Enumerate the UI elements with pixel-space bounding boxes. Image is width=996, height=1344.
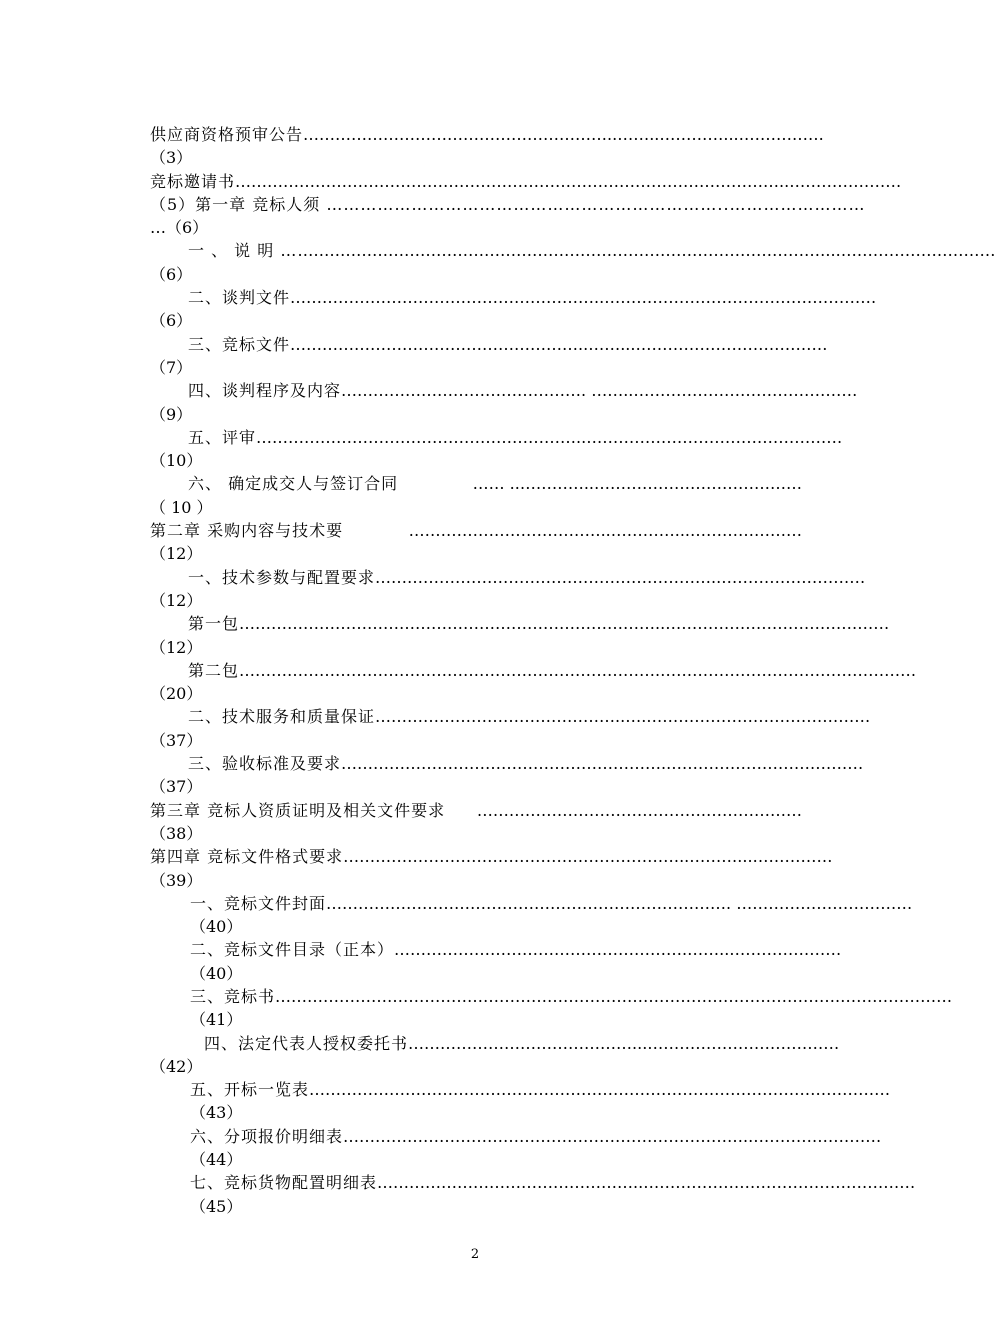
toc-page-number: （7） — [150, 357, 193, 377]
toc-page-number: （44） — [190, 1150, 243, 1170]
toc-page-ref — [150, 263, 802, 286]
toc-entry-label: 第二包 — [188, 660, 240, 680]
toc-leader-dots: ………………………………………………………..………...…………… — [343, 847, 833, 867]
toc-entry — [150, 1125, 882, 1148]
toc-entry-label: 三、验收标准及要求 — [188, 754, 342, 774]
toc-entry-label: 第三章 竞标人资质证明及相关文件要求 — [150, 800, 446, 820]
toc-entry — [150, 799, 802, 822]
toc-leader-dots: ………………………………………..….…………………………………… — [375, 707, 871, 727]
toc-entry — [150, 123, 824, 146]
toc-leader-dots: …………………………………………………………………….………………………………………… — [239, 660, 917, 680]
toc-entry-label: 六、分项报价明细表 — [190, 1126, 344, 1146]
toc-page-ref — [150, 822, 802, 845]
toc-entry — [150, 892, 913, 915]
toc-entry — [150, 985, 953, 1008]
toc-page-number: …（6） — [150, 218, 209, 238]
toc-leader-dots: ……………………………………………………..……………………………… — [341, 754, 864, 774]
toc-page-number: （12） — [150, 637, 203, 657]
toc-page-ref — [150, 1008, 802, 1031]
toc-entry — [150, 1078, 891, 1101]
toc-page-ref — [150, 915, 802, 938]
toc-entry — [150, 170, 902, 193]
page-number: 2 — [470, 1247, 480, 1262]
toc-entry-label: 第二章 采购内容与技术要 — [150, 521, 344, 541]
toc-page-ref — [150, 729, 802, 752]
toc-entry-label: 六、 确定成交人与签订合同 — [188, 474, 399, 494]
toc-entry-label: 四、法定代表人授权委托书 — [204, 1033, 409, 1053]
toc-leader-dots: ………………………………………………………………….…………………………… — [309, 1080, 891, 1100]
toc-page-ref — [150, 962, 802, 985]
toc-entry — [150, 705, 871, 728]
toc-entry — [150, 845, 833, 868]
toc-entry-label: 二、技术服务和质量保证 — [188, 707, 376, 727]
toc-page-ref — [150, 636, 802, 659]
toc-entry — [150, 379, 858, 402]
toc-page-ref — [150, 356, 802, 379]
toc-page-number: （3） — [150, 148, 193, 168]
toc-page-number: （40） — [190, 917, 243, 937]
toc-entry — [150, 752, 864, 775]
toc-page-ref — [150, 1101, 802, 1124]
toc-page-ref — [150, 682, 802, 705]
toc-leader-dots: ……………………………………...……………………………… — [408, 1033, 840, 1053]
toc-entry — [150, 612, 890, 635]
toc-page-number: （6） — [150, 311, 193, 331]
toc-page-number: （45） — [190, 1196, 243, 1216]
toc-leader-dots: …………………………………….……………… — [476, 800, 802, 820]
toc-page-ref — [150, 216, 802, 239]
table-of-contents — [150, 123, 996, 1218]
toc-entry-label: 五、开标一览表 — [190, 1080, 310, 1100]
toc-leader-dots: …………………………………………………..…………………………………………… — [290, 288, 877, 308]
toc-entry-label: 三、竞标书 — [190, 986, 276, 1006]
toc-page-number: （41） — [190, 1010, 243, 1030]
toc-entry — [150, 1171, 916, 1194]
toc-page-number: （9） — [150, 404, 193, 424]
toc-entry-label: 一、技术参数与配置要求 — [188, 567, 376, 587]
toc-entry-label: 供应商资格预审公告 — [150, 125, 304, 144]
toc-page-ref — [150, 542, 802, 565]
toc-page-ref — [150, 775, 802, 798]
toc-entry-label: 一、竞标文件封面 — [190, 893, 327, 913]
toc-page-ref — [150, 449, 802, 472]
toc-page-ref — [150, 869, 802, 892]
toc-leader-dots: …………………………………………………………………. …………………………… — [326, 893, 913, 913]
toc-page-number: （20） — [150, 684, 203, 704]
toc-leader-dots: ……………………………………………….……..………………… — [394, 940, 842, 960]
toc-leader-dots: ………………………………..…………...………………… — [408, 521, 802, 541]
toc-entry — [150, 659, 917, 682]
toc-entry — [150, 938, 842, 961]
toc-page-ref — [150, 1195, 802, 1218]
toc-leader-dots: ……………………………………………………..………………………………………… — [256, 427, 843, 447]
toc-entry-label: 第四章 竞标文件格式要求 — [150, 847, 344, 867]
toc-page-ref — [150, 403, 802, 426]
toc-page-ref — [150, 1148, 802, 1171]
toc-leader-dots: …………………………………………………………………………………………..………………… — [235, 171, 902, 191]
toc-entry-label: 竞标邀请书 — [150, 171, 236, 191]
toc-entry — [150, 426, 843, 449]
toc-page-ref — [150, 589, 802, 612]
toc-entry-label: 四、谈判程序及内容 — [188, 381, 342, 401]
toc-entry-continuation — [150, 193, 866, 216]
toc-leader-dots: ………………………………………………………………………………………..………………………… — [297, 241, 996, 261]
toc-entry — [150, 286, 877, 309]
toc-leader-dots: …………………………………………………………………………………………….………………… — [275, 986, 953, 1006]
toc-entry-label: 一 、 说 明 … — [188, 241, 298, 261]
toc-leader-dots: ……………………………………………………………………..…………………………………… — [239, 614, 890, 634]
toc-entry — [150, 519, 802, 542]
toc-merged-line: （5）第一章 竞标人须 ……………………………………………………………..…………………… — [150, 194, 866, 214]
toc-entry-label: 第一包 — [188, 614, 240, 634]
toc-leader-dots: ………………………………………………………..……………………… — [375, 567, 866, 587]
toc-leader-dots: …………………………………………………………………..…………………… — [343, 1126, 882, 1146]
toc-page-number: （12） — [150, 590, 203, 610]
toc-entry — [150, 333, 828, 356]
toc-page-number: （40） — [190, 963, 243, 983]
toc-entry-label: 二、谈判文件 — [188, 288, 291, 308]
toc-leader-dots: …………………………………………………..……..…………...……………. — [303, 125, 824, 144]
toc-page-ref — [150, 496, 802, 519]
toc-entry — [150, 566, 866, 589]
toc-leader-dots: …………………………………………..…………………………………………… — [377, 1173, 916, 1193]
toc-entry — [150, 1032, 840, 1055]
toc-leader-dots: ………………………………………. ……..…………………………………… — [341, 381, 858, 401]
toc-page-ref — [150, 309, 802, 332]
toc-leader-dots: ………………………………………………..……...……………………………… — [290, 334, 828, 354]
toc-page-ref — [150, 146, 802, 169]
toc-page-number: （42） — [150, 1056, 203, 1076]
toc-page-ref — [150, 1055, 802, 1078]
toc-entry-label: 七、竞标货物配置明细表 — [190, 1173, 378, 1193]
toc-page-number: （37） — [150, 777, 203, 797]
toc-entry-label: 三、竞标文件 — [188, 334, 291, 354]
toc-page-number: （43） — [190, 1103, 243, 1123]
toc-page-number: （39） — [150, 870, 203, 890]
toc-page-number: （37） — [150, 730, 203, 750]
toc-page-number: （38） — [150, 823, 203, 843]
toc-entry-label: 五、评审 — [188, 427, 257, 447]
toc-page-number: （6） — [150, 264, 193, 284]
toc-entry — [150, 472, 802, 495]
toc-entry-label: 二、竞标文件目录（正本） — [190, 940, 395, 960]
toc-page-number: （10） — [150, 451, 203, 471]
toc-leader-dots: …… ..…………..………………………………… — [472, 474, 802, 494]
toc-page-number: （12） — [150, 544, 203, 564]
toc-entry — [150, 239, 996, 262]
toc-page-number: （ 10 ） — [150, 497, 213, 517]
